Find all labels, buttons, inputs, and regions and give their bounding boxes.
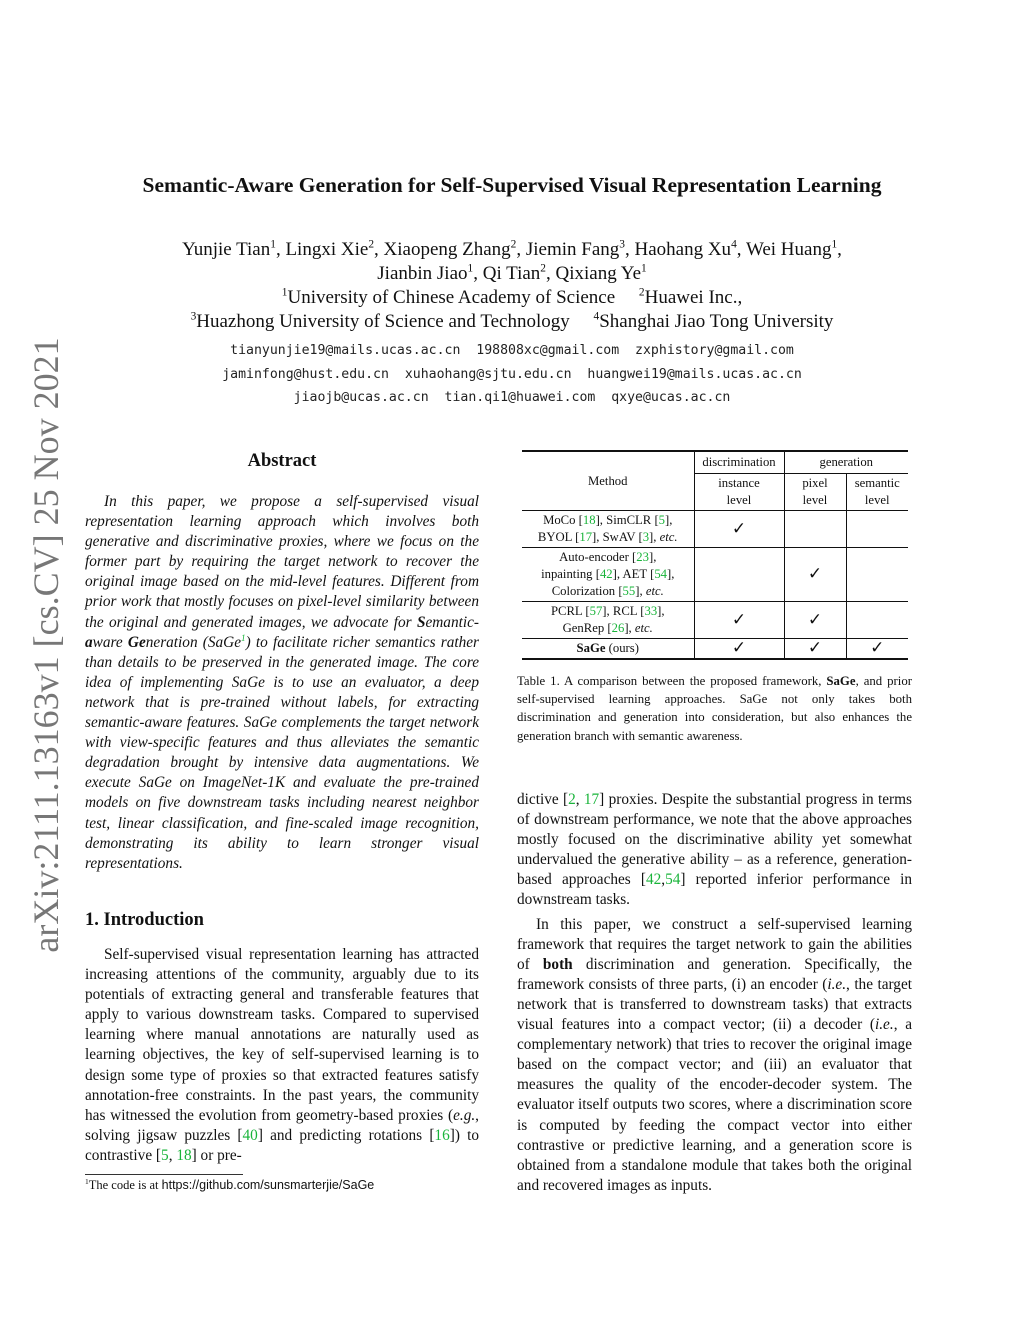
comparison-table-wrapper <box>522 450 908 660</box>
abstract-heading: Abstract <box>247 451 317 471</box>
abstract-text-part: ) to facilitate richer semantics rather than details to be preserved in the generated image. The core idea of implementing SaGe is to use an evaluator, a deep network that is pre-trained without labels, for extracting semantic-aware features. SaGe complements the target network with view-specific features and thus alleviates the semantic degradation brought by intensive data augmentations. We execute SaGe on ImageNet-1K and evaluate the pre-trained models on five downstream tasks including nearest neighbor test, linear classification, and fine-scaled image recognition, demonstrating its ability to learn stronger visual representations. <box>85 633 479 872</box>
comparison-table <box>522 450 908 660</box>
table-check-instance: ✓ <box>694 511 784 548</box>
table-check-instance: ✓ <box>694 639 784 660</box>
author-name: Qi Tian <box>482 263 541 284</box>
citation-link[interactable]: 54 <box>665 871 681 889</box>
affiliation-number: 3 <box>190 310 197 323</box>
table-check-semantic: ✓ <box>870 638 885 658</box>
citation-link[interactable]: 17 <box>583 791 600 808</box>
affiliation-number: 2 <box>638 286 645 299</box>
body-text-italic: e.g. <box>453 1106 476 1124</box>
body-text: , <box>661 871 666 889</box>
table-check-instance: ✓ <box>694 602 784 639</box>
author-affiliation-mark: 1 <box>831 238 838 251</box>
affiliation-name: Huazhong University of Science and Technology <box>196 311 570 332</box>
body-text-bold: both <box>542 955 573 973</box>
body-text: , <box>168 1146 177 1164</box>
author-name: Jianbin Jiao <box>377 263 468 284</box>
author-name: Xiaopeng Zhang <box>383 239 511 260</box>
footnote <box>85 1178 374 1193</box>
arxiv-identifier: arXiv:2111.13163v1 [cs.CV] 25 Nov 2021 <box>26 337 66 953</box>
caption-text: , and prior self-supervised learning approaches. SaGe not only takes both discrimination and generation into consideration, but also enhances the generation branch with semantic awareness. <box>517 674 912 743</box>
author-affiliation-mark: 2 <box>540 262 546 275</box>
paper-title: Semantic-Aware Generation for Self-Supervised Visual Representation Learning <box>142 173 882 197</box>
table-row <box>522 639 908 660</box>
body-text-italic: i.e. <box>827 975 847 993</box>
email-line: jiaojb@ucas.ac.cn tian.qi1@huawei.com qxye@ucas.ac.cn <box>293 390 731 405</box>
author-affiliation-mark: 3 <box>619 238 625 251</box>
citation-link[interactable]: 40 <box>242 1126 258 1144</box>
table-empty-cell <box>846 548 908 602</box>
table-header-semantic-level: semantic level <box>854 476 900 507</box>
abstract-text-part: In this paper, we propose a self-supervised visual representation learning approach which involves both generative and discriminative proxies, where we focus on the former part by requiring the target network to recover the original image based on the mid-level features. Different from prior work that mostly focuses on pixel-level similarity between the original and generated images, we advocate for <box>85 493 479 631</box>
email-line: jaminfong@hust.edu.cn xuhaohang@sjtu.edu.cn huangwei19@mails.ucas.ac.cn <box>222 366 802 382</box>
footnote-number: 1 <box>85 1176 89 1186</box>
footnote-url-link[interactable]: https://github.com/sunsmarterjie/SaGe <box>161 1178 375 1192</box>
body-text: ] reported inferior performance in downstream tasks. <box>517 871 913 909</box>
body-text: ] proxies. Despite the substantial progress in terms of downstream performance, we note that the above approaches mostly focused on the discriminative ability yet somewhat undervalued the generative ability – as a reference, generation-based approaches [ <box>517 791 912 889</box>
caption-text: Table 1. A comparison between the proposed framework, <box>517 674 827 688</box>
affiliation-number: 1 <box>281 286 288 299</box>
footnote-text: The code is at <box>88 1178 162 1192</box>
affiliation-line-2 <box>0 310 1024 334</box>
body-text-italic: i.e. <box>874 1016 894 1034</box>
body-text: ] or pre- <box>191 1146 242 1164</box>
abstract-text-part: ware <box>92 633 128 651</box>
table-header-pixel-level: pixel level <box>784 474 846 511</box>
caption-bold: SaGe <box>826 674 856 688</box>
table-empty-cell <box>846 602 908 639</box>
table-header-discrimination: discrimination <box>694 451 784 474</box>
author-name: Haohang Xu <box>634 239 732 260</box>
body-text: , the target network that is transferred to downstream tasks) that extracts visual features into a compact vector; (ii) a decoder ( <box>517 975 912 1034</box>
table-row <box>522 511 908 548</box>
body-text: ]) to contrastive [ <box>85 1126 479 1164</box>
body-text: dictive [ <box>517 791 569 808</box>
author-affiliation-mark: 4 <box>731 238 737 251</box>
body-text: ] and predicting rotations [ <box>257 1126 435 1144</box>
table-header-instance-level: instance level <box>694 474 784 511</box>
table-caption <box>517 672 912 745</box>
sage-bold-letter: a <box>85 633 93 651</box>
affiliation-line-1 <box>0 286 1024 310</box>
author-line-1: Yunjie Tian$^1$, Lingxi Xie$^2$, Xiaopeng Zhang$^2$, Jiemin Fang$^3$, Haohang Xu$^4$, Wei Huang$^1$, <box>182 238 842 260</box>
affiliation-number: 4 <box>593 310 600 323</box>
author-affiliation-mark: 1 <box>270 238 276 251</box>
citation-link[interactable]: 42 <box>645 871 662 889</box>
table-empty-cell <box>784 511 846 548</box>
author-name: Wei Huang <box>745 239 832 260</box>
introduction-heading: 1. Introduction <box>85 910 204 930</box>
table-method-cell: Auto-encoder [23], inpainting [42], AET [54], Colorization [55], etc. <box>522 548 694 602</box>
citation-link[interactable]: 5 <box>161 1146 169 1164</box>
body-text: Self-supervised visual representation learning has attracted increasing attentions of the community, arguably due to its potentials of extracting general and transferable features that apply to various downstream tasks. Compared to supervised learning where manual annotations are naturally used as learning objectives, the key of self-supervised learning is to design some type of proxies so that extracted features satisfy annotation-free constraints. In the past years, the community has witnessed the evolution from geometry-based proxies ( <box>85 946 479 1124</box>
body-text: , <box>575 791 584 808</box>
right-column-text <box>517 790 912 1196</box>
table-empty-cell <box>694 548 784 602</box>
affiliation-name: Shanghai Jiao Tong University <box>599 311 834 332</box>
footnote-link[interactable]: 1 <box>241 632 246 643</box>
body-text: , solving jigsaw puzzles [ <box>85 1106 479 1144</box>
footnote-divider <box>85 1174 243 1175</box>
author-affiliation-mark: 2 <box>510 238 517 251</box>
author-name: Qixiang Ye <box>555 263 642 284</box>
affiliation-name: University of Chinese Academy of Science <box>287 287 616 308</box>
author-affiliation-mark: 1 <box>467 262 474 275</box>
sage-bold-letter: Ge <box>127 633 146 651</box>
table-check-pixel: ✓ <box>784 548 846 602</box>
table-row <box>522 548 908 602</box>
table-method-cell: MoCo [18], SimCLR [5], BYOL [17], SwAV [3], etc. <box>522 511 694 548</box>
table-method-cell: PCRL [57], RCL [33], GenRep [26], etc. <box>522 602 694 639</box>
table-method-cell: SaGe (ours) <box>522 639 694 660</box>
table-empty-cell <box>846 511 908 548</box>
author-name: Jiemin Fang <box>525 239 620 260</box>
table-header-method: Method <box>522 451 694 511</box>
abstract-text-part: emantic- <box>425 613 479 631</box>
body-text: discrimination and generation. Specifically, the framework consists of three parts, (i) an encoder ( <box>517 955 912 993</box>
abstract-text <box>85 492 479 874</box>
author-name: Lingxi Xie <box>285 239 369 260</box>
table-check-pixel: ✓ <box>784 602 846 639</box>
citation-link[interactable]: 2 <box>568 791 576 808</box>
citation-link[interactable]: 18 <box>176 1146 192 1164</box>
introduction-text <box>85 945 479 1166</box>
abstract-text-part: neration (SaGe <box>145 633 242 651</box>
author-line-2: Jianbin Jiao$^1$, Qi Tian$^2$, Qixiang Ye$^1$ <box>377 262 647 284</box>
table-check-pixel: ✓ <box>784 639 846 660</box>
author-name: Yunjie Tian <box>182 239 271 260</box>
author-affiliation-mark: 1 <box>641 262 647 275</box>
email-block <box>0 339 1024 410</box>
sage-bold-letter: S <box>416 613 426 631</box>
author-block <box>0 238 1024 334</box>
email-line: tianyunjie19@mails.ucas.ac.cn 198808xc@gmail.com zxphistory@gmail.com <box>230 343 794 358</box>
table-row <box>522 602 908 639</box>
table-header-generation: generation <box>784 451 908 474</box>
author-affiliation-mark: 2 <box>368 238 375 251</box>
body-text: In this paper, we construct a self-supervised learning framework that requires the target network to gain the abilities of <box>517 915 912 973</box>
citation-link[interactable]: 16 <box>434 1126 450 1144</box>
body-text: , a complementary network) that tries to recover the original image based on the compact vector; and (iii) an evaluator that measures the quality of the encoder-decoder system. The evaluator itself outputs two scores, where a discrimination score is computed by feeding the compact vector into either contrastive or predictive learning, and a generation score is obtained from a standalone module that takes both the original and recovered images as inputs. <box>517 1016 912 1194</box>
affiliation-name: Huawei Inc., <box>644 287 743 308</box>
